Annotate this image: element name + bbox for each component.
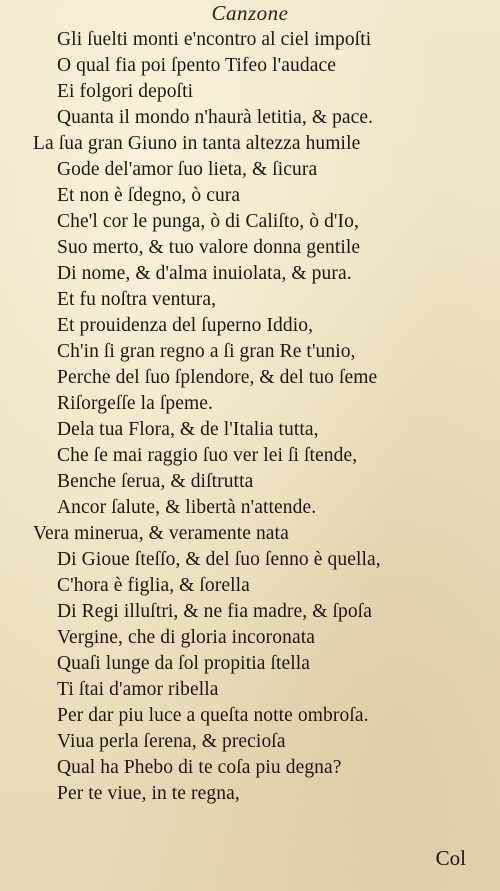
- poem-line: Vera minerua, & veramente nata: [33, 523, 289, 544]
- poem-line: Et prouidenza del ſuperno Iddio,: [57, 315, 314, 336]
- poem-line: La ſua gran Giuno in tanta altezza humile: [33, 133, 361, 154]
- poem-line: Di Gioue ſteſſo, & del ſuo ſenno è quella,: [57, 549, 381, 570]
- poem-line: Et non è ſdegno, ò cura: [57, 185, 241, 206]
- poem-line: Vergine, che di gloria incoronata: [57, 627, 315, 648]
- poem-line: O qual fia poi ſpento Tifeo l'audace: [57, 55, 336, 76]
- poem-line: Che'l cor le punga, ò di Caliſto, ò d'Io,: [57, 211, 359, 232]
- poem-line: Perche del ſuo ſplendore, & del tuo ſeme: [57, 367, 378, 388]
- poem-line: Per te viue, in te regna,: [57, 783, 240, 804]
- poem-line: Gode del'amor ſuo lieta, & ſicura: [57, 159, 318, 180]
- running-head: Canzone: [211, 1, 289, 25]
- poem-line: Di Regi illuſtri, & ne fia madre, & ſpoſa: [57, 601, 372, 622]
- poem-line: Ti ſtai d'amor ribella: [57, 679, 219, 700]
- poem-line: Ei folgori depoſti: [57, 81, 194, 102]
- poem-line: Quaſi lunge da ſol propitia ſtella: [57, 653, 311, 674]
- poem-line: Ancor ſalute, & libertà n'attende.: [57, 497, 317, 518]
- poem-line: Dela tua Flora, & de l'Italia tutta,: [57, 419, 319, 440]
- poem-line: Gli ſuelti monti e'ncontro al ciel impoſti: [57, 29, 372, 50]
- poem-line: Benche ſerua, & diſtrutta: [57, 471, 254, 492]
- poem-line: Viua perla ſerena, & precioſa: [57, 731, 286, 752]
- poem-line: Riſorgeſſe la ſpeme.: [57, 393, 213, 414]
- poem-text: [0, 27, 500, 807]
- poem-line: C'hora è figlia, & ſorella: [57, 575, 250, 596]
- poem-line: Di nome, & d'alma inuiolata, & pura.: [57, 263, 352, 284]
- poem-line: Che ſe mai raggio ſuo ver lei ſi ſtende,: [57, 445, 358, 466]
- poem-line: Ch'in ſi gran regno a ſi gran Re t'unio,: [57, 341, 356, 362]
- poem-line: Per dar piu luce a queſta notte ombroſa.: [57, 705, 369, 726]
- poem-line: Suo merto, & tuo valore donna gentile: [57, 237, 361, 258]
- poem-line: Quanta il mondo n'haurà letitia, & pace.: [57, 107, 374, 128]
- catchword: Col: [435, 846, 466, 870]
- poem-line: Et fu noſtra ventura,: [57, 289, 217, 310]
- poem-line: Qual ha Phebo di te coſa piu degna?: [57, 757, 342, 778]
